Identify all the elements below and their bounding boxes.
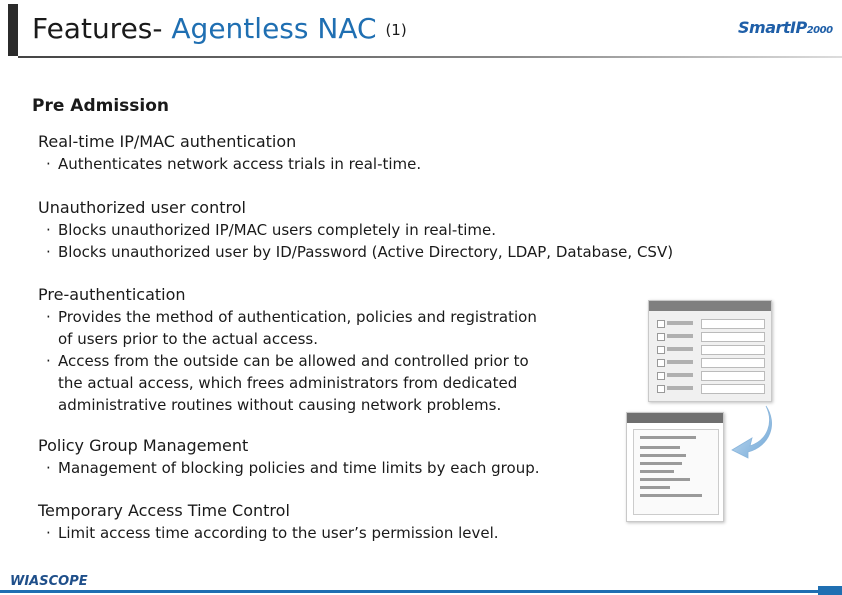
feature-block-unauthorized-control — [38, 197, 673, 263]
bullet-continuation: the actual access, which frees administrators from dedicated — [58, 374, 518, 392]
result-window-screenshot — [626, 412, 724, 522]
bullet-line: · Limit access time according to the user’s permission level. — [46, 524, 499, 542]
header-divider — [18, 56, 842, 58]
wiascope-logo: WIASCOPE — [10, 574, 88, 589]
bullet-continuation: administrative routines without causing network problems. — [58, 396, 502, 414]
bullet-line: · Access from the outside can be allowed and controlled prior to — [46, 352, 529, 370]
form-row — [657, 332, 765, 341]
slide-title — [32, 12, 407, 45]
bullet-line: · Management of blocking policies and time limits by each group. — [46, 459, 540, 477]
title-main: Agentless NAC — [171, 12, 377, 45]
footer-accent — [818, 586, 842, 595]
slide-header — [0, 0, 842, 58]
feature-block-realtime-auth — [38, 131, 421, 175]
smartip-logo: SmartIP2000 — [738, 18, 833, 37]
feature-block-pre-authentication — [38, 284, 537, 416]
bullet-line: · Provides the method of authentication, policies and registration — [46, 308, 537, 326]
form-row — [657, 319, 765, 328]
feature-block-temporary-access — [38, 500, 499, 544]
form-row — [657, 358, 765, 367]
bullet-continuation: of users prior to the actual access. — [58, 330, 318, 348]
header-accent-bar — [8, 4, 18, 56]
bullet-line: · Blocks unauthorized IP/MAC users completely in real-time. — [46, 221, 496, 239]
block-title: Temporary Access Time Control — [38, 501, 290, 520]
block-title: Policy Group Management — [38, 436, 249, 455]
window-titlebar — [649, 301, 771, 311]
curved-arrow-icon — [728, 404, 774, 460]
window-titlebar — [627, 413, 723, 423]
footer-divider — [0, 590, 842, 593]
block-title: Unauthorized user control — [38, 198, 246, 217]
title-prefix: Features- — [32, 12, 163, 45]
form-row — [657, 371, 765, 380]
form-row — [657, 345, 765, 354]
title-suffix: (1) — [385, 21, 407, 39]
bullet-line: · Authenticates network access trials in real-time. — [46, 155, 422, 173]
feature-block-policy-group — [38, 435, 540, 479]
block-title: Real-time IP/MAC authentication — [38, 132, 297, 151]
window-content — [633, 429, 719, 515]
section-title: Pre Admission — [32, 96, 170, 116]
form-row — [657, 384, 765, 393]
block-title: Pre-authentication — [38, 285, 186, 304]
bullet-line: · Blocks unauthorized user by ID/Password (Active Directory, LDAP, Database, CSV) — [46, 243, 674, 261]
registration-form-screenshot — [648, 300, 772, 402]
